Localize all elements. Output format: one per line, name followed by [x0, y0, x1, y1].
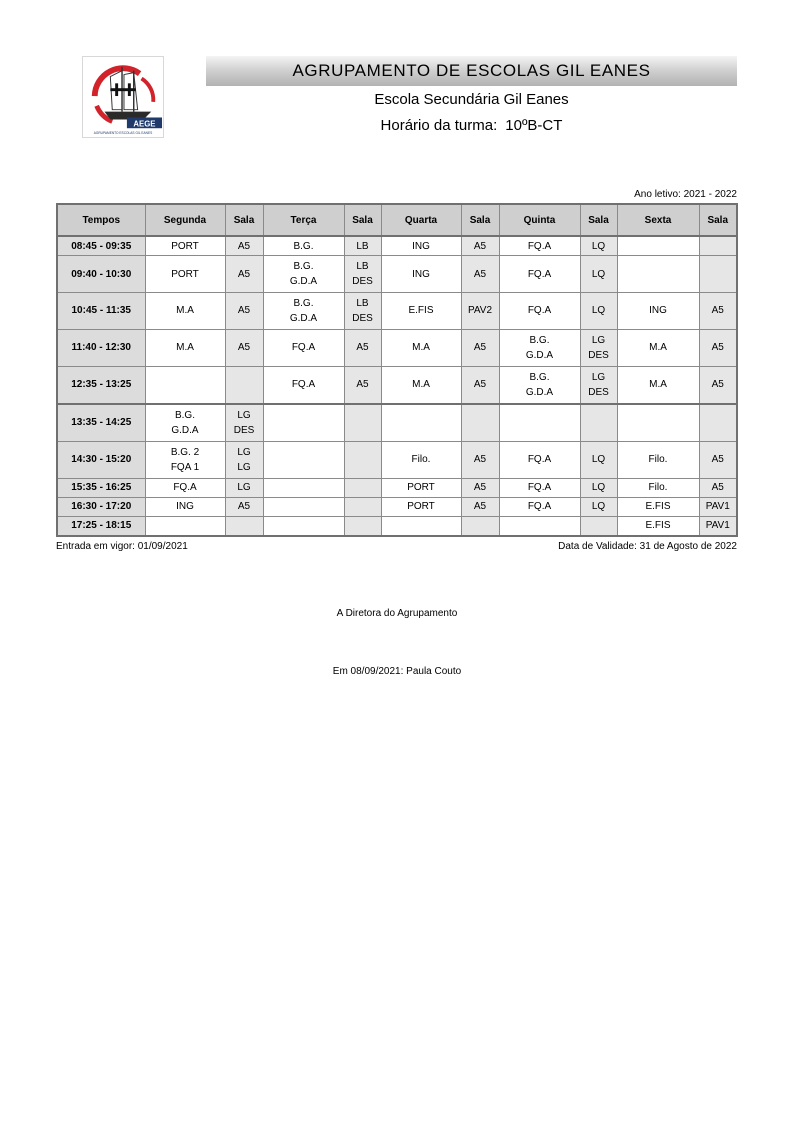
subject-cell — [263, 441, 344, 478]
column-header: Sala — [461, 204, 499, 236]
room-cell: LQ — [580, 293, 617, 330]
room-cell: PAV1 — [699, 516, 737, 536]
school-logo — [82, 56, 164, 138]
subject-cell — [145, 366, 225, 404]
subject-cell — [499, 404, 580, 442]
subject-cell: FQ.A — [499, 497, 580, 516]
table-row — [57, 236, 737, 256]
table-row — [57, 516, 737, 536]
column-header: Segunda — [145, 204, 225, 236]
room-cell — [225, 366, 263, 404]
room-cell: A5 — [461, 441, 499, 478]
room-cell: LQ — [580, 441, 617, 478]
room-cell: PAV1 — [699, 497, 737, 516]
room-cell — [344, 516, 381, 536]
subject-cell: B.G. G.D.A — [263, 256, 344, 293]
time-slot: 14:30 - 15:20 — [57, 441, 145, 478]
room-cell: LG DES — [580, 366, 617, 404]
room-cell: PAV2 — [461, 293, 499, 330]
room-cell — [699, 404, 737, 442]
room-cell: A5 — [461, 236, 499, 256]
subject-cell: E.FIS — [617, 497, 699, 516]
table-row — [57, 256, 737, 293]
room-cell: LB — [344, 236, 381, 256]
turma-label: Horário da turma: — [380, 117, 498, 134]
room-cell: A5 — [461, 478, 499, 497]
subject-cell: Filo. — [381, 441, 461, 478]
room-cell: A5 — [461, 497, 499, 516]
logo-subtext: AGRUPAMENTO ESCOLAS GIL EANES — [93, 131, 153, 136]
room-cell: LQ — [580, 256, 617, 293]
subject-cell: FQ.A — [499, 256, 580, 293]
subject-cell — [263, 516, 344, 536]
table-row — [57, 293, 737, 330]
column-header: Sexta — [617, 204, 699, 236]
validity-date: Data de Validade: 31 de Agosto de 2022 — [558, 541, 737, 552]
room-cell: A5 — [699, 441, 737, 478]
subject-cell: M.A — [145, 293, 225, 330]
room-cell — [225, 516, 263, 536]
subject-cell — [381, 404, 461, 442]
room-cell: A5 — [699, 329, 737, 366]
room-cell: LQ — [580, 236, 617, 256]
subject-cell: B.G. G.D.A — [263, 293, 344, 330]
subject-cell: FQ.A — [263, 329, 344, 366]
subject-cell: PORT — [381, 497, 461, 516]
schedule-table — [56, 203, 738, 537]
room-cell: A5 — [699, 478, 737, 497]
subject-cell: PORT — [145, 256, 225, 293]
subject-cell: ING — [381, 256, 461, 293]
class-schedule-title — [206, 117, 737, 134]
room-cell: A5 — [699, 366, 737, 404]
table-row — [57, 497, 737, 516]
room-cell: LQ — [580, 497, 617, 516]
signatory-name: : Paula Couto — [401, 666, 462, 677]
room-cell: A5 — [461, 329, 499, 366]
room-cell: LG DES — [225, 404, 263, 442]
table-row — [57, 478, 737, 497]
table-row — [57, 404, 737, 442]
subject-cell: FQ.A — [145, 478, 225, 497]
subject-cell: Filo. — [617, 478, 699, 497]
room-cell — [344, 441, 381, 478]
subject-cell: M.A — [617, 329, 699, 366]
page-title: AGRUPAMENTO DE ESCOLAS GIL EANES — [206, 56, 737, 86]
subject-cell — [263, 478, 344, 497]
school-name: Escola Secundária Gil Eanes — [374, 91, 569, 108]
subject-cell: FQ.A — [499, 441, 580, 478]
room-cell: LB DES — [344, 256, 381, 293]
subject-cell — [145, 516, 225, 536]
time-slot: 10:45 - 11:35 — [57, 293, 145, 330]
column-header: Sala — [344, 204, 381, 236]
subject-cell — [499, 516, 580, 536]
room-cell: A5 — [225, 236, 263, 256]
table-row — [57, 329, 737, 366]
room-cell — [699, 236, 737, 256]
signature-line — [0, 666, 794, 677]
subject-cell — [381, 516, 461, 536]
room-cell — [344, 497, 381, 516]
column-header: Sala — [580, 204, 617, 236]
time-slot: 08:45 - 09:35 — [57, 236, 145, 256]
subject-cell: FQ.A — [499, 236, 580, 256]
effective-date: Entrada em vigor: 01/09/2021 — [56, 541, 188, 552]
subject-cell: PORT — [145, 236, 225, 256]
subject-cell — [617, 256, 699, 293]
room-cell — [461, 516, 499, 536]
column-header: Sala — [225, 204, 263, 236]
subject-cell: FQ.A — [499, 478, 580, 497]
room-cell: A5 — [225, 256, 263, 293]
room-cell: LG LG — [225, 441, 263, 478]
room-cell: LG — [225, 478, 263, 497]
room-cell: A5 — [344, 329, 381, 366]
subject-cell — [617, 236, 699, 256]
room-cell: LG DES — [580, 329, 617, 366]
time-slot: 12:35 - 13:25 — [57, 366, 145, 404]
room-cell — [580, 404, 617, 442]
column-header: Quinta — [499, 204, 580, 236]
time-slot: 09:40 - 10:30 — [57, 256, 145, 293]
room-cell — [461, 404, 499, 442]
subject-cell: ING — [381, 236, 461, 256]
subject-cell: E.FIS — [617, 516, 699, 536]
table-row — [57, 441, 737, 478]
room-cell — [580, 516, 617, 536]
table-row — [57, 366, 737, 404]
time-slot: 11:40 - 12:30 — [57, 329, 145, 366]
room-cell — [699, 256, 737, 293]
subject-cell — [263, 404, 344, 442]
subject-cell: B.G. 2 FQA 1 — [145, 441, 225, 478]
subject-cell: B.G. G.D.A — [145, 404, 225, 442]
room-cell: A5 — [461, 256, 499, 293]
subject-cell: M.A — [381, 329, 461, 366]
subject-cell: PORT — [381, 478, 461, 497]
column-header: Tempos — [57, 204, 145, 236]
subject-cell: Filo. — [617, 441, 699, 478]
room-cell: LQ — [580, 478, 617, 497]
room-cell — [344, 478, 381, 497]
room-cell: A5 — [699, 293, 737, 330]
room-cell: A5 — [225, 497, 263, 516]
room-cell: A5 — [461, 366, 499, 404]
subject-cell: B.G. G.D.A — [499, 366, 580, 404]
logo-text: AEGE — [133, 119, 156, 129]
subject-cell: M.A — [145, 329, 225, 366]
signature-date: Em 08/09/2021 — [332, 666, 401, 677]
subject-cell: ING — [617, 293, 699, 330]
column-header: Terça — [263, 204, 344, 236]
subject-cell: M.A — [381, 366, 461, 404]
subject-cell — [617, 404, 699, 442]
school-year: Ano letivo: 2021 - 2022 — [634, 189, 737, 200]
room-cell: A5 — [344, 366, 381, 404]
room-cell: LB DES — [344, 293, 381, 330]
room-cell — [344, 404, 381, 442]
turma-value: 10ºB-CT — [505, 117, 563, 134]
director-title: A Diretora do Agrupamento — [336, 608, 458, 619]
time-slot: 17:25 - 18:15 — [57, 516, 145, 536]
time-slot: 13:35 - 14:25 — [57, 404, 145, 442]
column-header: Sala — [699, 204, 737, 236]
time-slot: 16:30 - 17:20 — [57, 497, 145, 516]
subject-cell: FQ.A — [263, 366, 344, 404]
subject-cell: M.A — [617, 366, 699, 404]
column-header: Quarta — [381, 204, 461, 236]
room-cell: A5 — [225, 329, 263, 366]
time-slot: 15:35 - 16:25 — [57, 478, 145, 497]
table-header-row — [57, 204, 737, 236]
subject-cell: E.FIS — [381, 293, 461, 330]
subject-cell: B.G. G.D.A — [499, 329, 580, 366]
subject-cell — [263, 497, 344, 516]
room-cell: A5 — [225, 293, 263, 330]
subject-cell: FQ.A — [499, 293, 580, 330]
subject-cell: B.G. — [263, 236, 344, 256]
subject-cell: ING — [145, 497, 225, 516]
